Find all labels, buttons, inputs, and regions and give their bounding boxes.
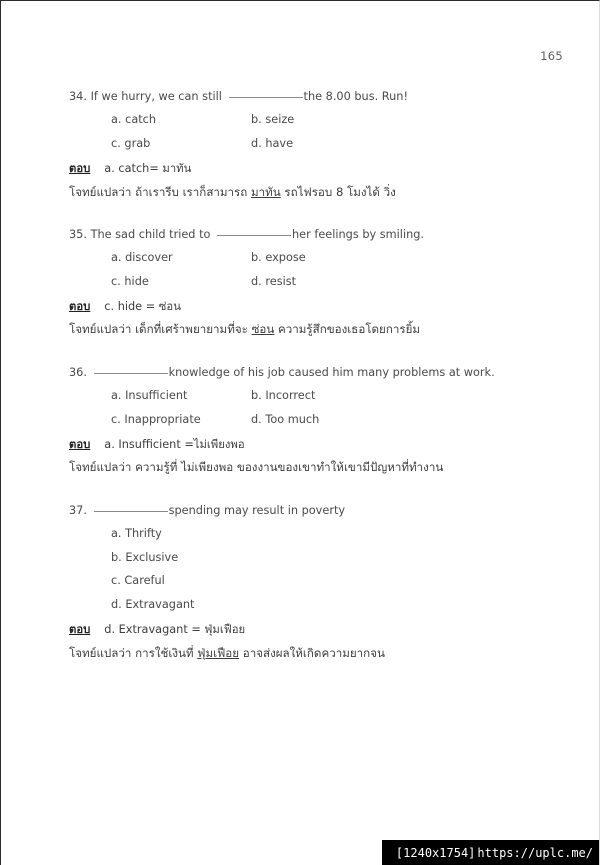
option-row xyxy=(111,251,569,266)
question-list xyxy=(69,89,569,662)
question-stem-after: her feelings by smiling. xyxy=(292,227,424,241)
question-stem xyxy=(69,89,569,105)
page-number: 165 xyxy=(540,49,563,63)
option-row xyxy=(111,389,569,404)
option-grid xyxy=(69,389,569,427)
explanation-keyword: มาทัน xyxy=(251,184,281,199)
option-a[interactable]: a. discover xyxy=(111,251,173,265)
explanation-before: โจทย์แปลว่า ความรู้ที่ ไม่เพียงพอ ของงานของเขาทำให้เขามีปัญหาที่ทำงาน xyxy=(69,460,444,475)
option-row xyxy=(111,527,569,542)
question-stem-after: spending may result in poverty xyxy=(168,503,346,517)
question-stem-after: knowledge of his job caused him many problems at work. xyxy=(168,365,495,379)
answer-text: d. Extravagant = ฟุ่มเฟือย xyxy=(104,622,246,636)
option-c[interactable]: c. hide xyxy=(111,274,149,288)
question-number: 35. xyxy=(69,227,87,241)
option-d[interactable]: d. Extravagant xyxy=(111,598,195,612)
option-b[interactable]: b. Exclusive xyxy=(111,550,179,564)
explanation-after: อาจส่งผลให้เกิดความยากจน xyxy=(239,645,385,660)
explanation-line xyxy=(69,184,569,201)
question-item-37 xyxy=(69,503,569,662)
option-row xyxy=(111,137,569,152)
option-c[interactable]: c. Careful xyxy=(111,574,165,588)
answer-label: ตอบ xyxy=(69,437,91,451)
spacer xyxy=(69,201,569,227)
answer-line xyxy=(69,161,569,177)
answer-blank xyxy=(94,373,168,374)
explanation-after: ความรู้สึกของเธอโดยการยิ้ม xyxy=(274,322,421,337)
question-stem xyxy=(69,365,569,381)
option-grid xyxy=(69,251,569,289)
question-item-36 xyxy=(69,365,569,477)
question-number: 34. xyxy=(69,90,87,103)
answer-blank xyxy=(217,235,291,236)
explanation-before: โจทย์แปลว่า การใช้เงินที่ xyxy=(69,645,198,660)
answer-label: ตอบ xyxy=(69,622,91,636)
option-row xyxy=(111,598,569,613)
answer-blank xyxy=(229,97,303,98)
answer-text: a. Insufficient =ไม่เพียงพอ xyxy=(104,437,245,451)
explanation-line xyxy=(69,459,569,476)
answer-line xyxy=(69,299,569,315)
option-a[interactable]: a. Insufficient xyxy=(111,389,188,403)
watermark-dimensions: [1240x1754] xyxy=(395,845,476,860)
answer-label: ตอบ xyxy=(69,161,91,175)
option-grid xyxy=(69,113,569,151)
option-row xyxy=(111,551,569,566)
option-row xyxy=(111,113,569,128)
question-stem xyxy=(69,503,569,519)
spacer xyxy=(69,339,569,365)
option-list xyxy=(69,527,569,613)
option-a[interactable]: a. Thrifty xyxy=(111,527,162,541)
option-b[interactable]: b. expose xyxy=(251,251,306,265)
option-c[interactable]: c. Inappropriate xyxy=(111,412,201,426)
option-row xyxy=(111,413,569,428)
option-row xyxy=(111,275,569,290)
watermark-url: https://uplc.me/ xyxy=(477,845,593,860)
watermark-bar xyxy=(382,840,599,865)
question-stem-after: the 8.00 bus. Run! xyxy=(303,90,408,103)
question-item-34 xyxy=(69,89,569,201)
question-stem xyxy=(69,227,569,243)
answer-text: a. catch= มาทัน xyxy=(104,161,192,175)
option-row xyxy=(111,574,569,589)
spacer xyxy=(69,477,569,503)
question-stem-before: The sad child tried to xyxy=(90,227,211,241)
option-d[interactable]: d. Too much xyxy=(251,412,320,426)
explanation-line xyxy=(69,321,569,338)
answer-line xyxy=(69,437,569,453)
question-number: 36. xyxy=(69,365,87,379)
explanation-keyword: ซ่อน xyxy=(251,322,275,337)
explanation-before: โจทย์แปลว่า เด็กที่เศร้าพยายามที่จะ xyxy=(69,322,252,337)
option-a[interactable]: a. catch xyxy=(111,113,157,127)
option-d[interactable]: d. have xyxy=(251,137,294,151)
explanation-keyword: ฟุ่มเฟือย xyxy=(197,645,240,660)
option-d[interactable]: d. resist xyxy=(251,274,297,288)
question-stem-before: If we hurry, we can still xyxy=(90,90,222,103)
explanation-line xyxy=(69,645,569,662)
option-b[interactable]: b. Incorrect xyxy=(251,389,316,403)
question-number: 37. xyxy=(69,503,87,517)
question-item-35 xyxy=(69,227,569,339)
explanation-after: รถไฟรอบ 8 โมงได้ วิ่ง xyxy=(280,184,396,199)
answer-blank xyxy=(94,511,168,512)
answer-text: c. hide = ซ่อน xyxy=(104,299,181,313)
explanation-before: โจทย์แปลว่า ถ้าเรารีบ เราก็สามารถ xyxy=(69,184,251,199)
answer-label: ตอบ xyxy=(69,299,91,313)
option-b[interactable]: b. seize xyxy=(251,113,295,127)
answer-line xyxy=(69,622,569,638)
option-c[interactable]: c. grab xyxy=(111,137,151,151)
